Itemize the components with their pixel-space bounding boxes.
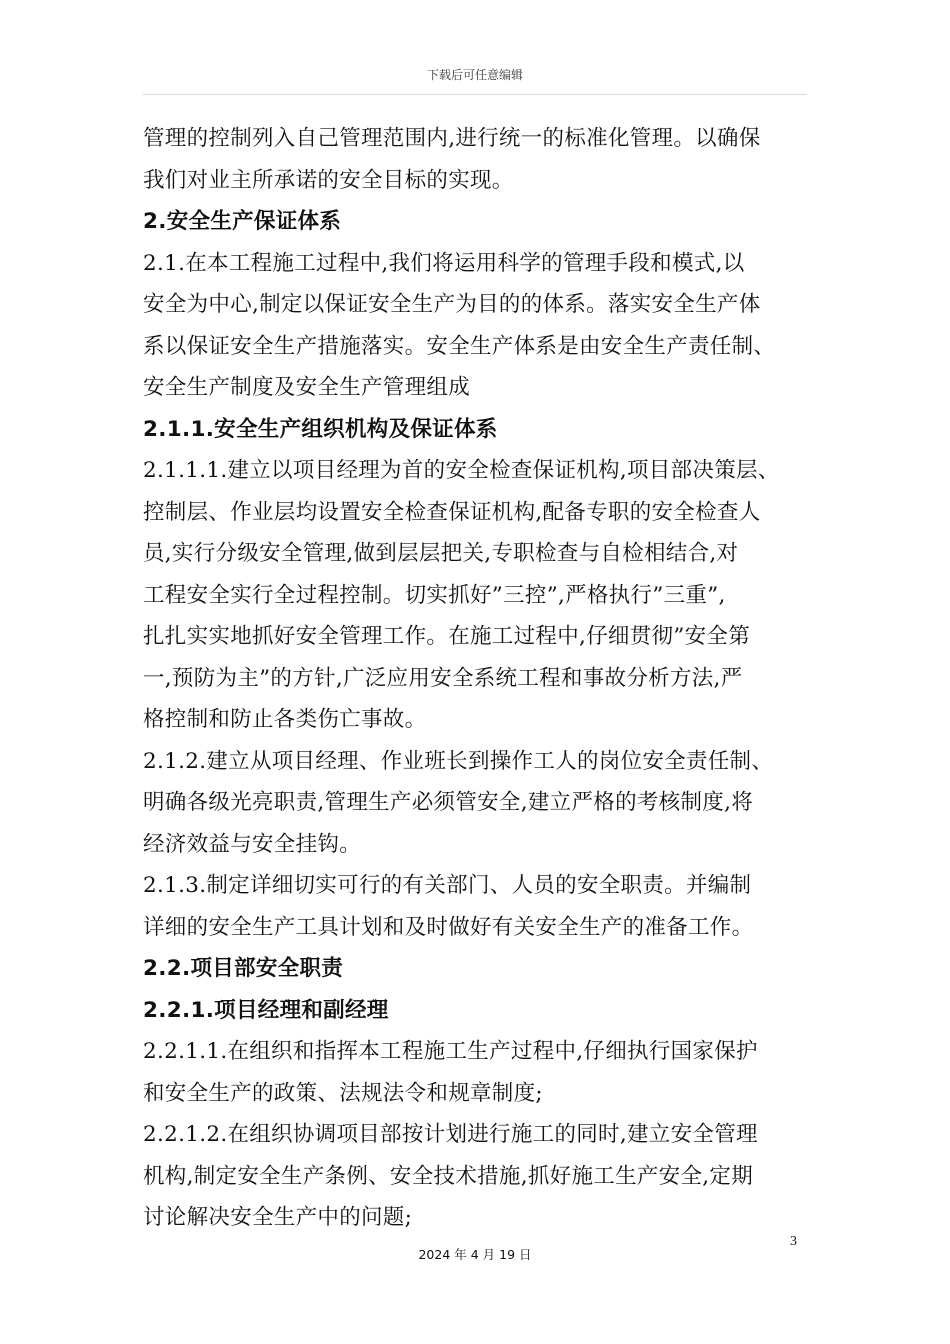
body-text-line: 机构,制定安全生产条例、安全技术措施,抓好施工生产安全,定期 <box>143 1163 754 1189</box>
body-text-line: 格控制和防止各类伤亡事故。 <box>143 707 427 732</box>
body-text-line: 控制层、作业层均设置安全检查保证机构,配备专职的安全检查人 <box>143 499 761 525</box>
body-text-line: 讨论解决安全生产中的问题; <box>143 1205 413 1230</box>
header-divider <box>143 94 807 95</box>
body-text-line: 2.1.在本工程施工过程中,我们将运用科学的管理手段和模式,以 <box>143 250 745 276</box>
body-text-line: 安全生产制度及安全生产管理组成 <box>143 375 471 400</box>
body-text-line: 一,预防为主”的方针,广泛应用安全系统工程和事故分析方法,严 <box>143 665 743 691</box>
body-text-line: 工程安全实行全过程控制。切实抓好”三控”,严格执行”三重”, <box>143 582 726 608</box>
body-text-line: 2.1.3.制定详细切实可行的有关部门、人员的安全职责。并编制 <box>143 873 752 898</box>
body-text-line: 安全为中心,制定以保证安全生产为目的的体系。落实安全生产体 <box>143 292 761 317</box>
section-heading-line: 2.安全生产保证体系 <box>143 209 342 234</box>
body-text-line: 详细的安全生产工具计划和及时做好有关安全生产的准备工作。 <box>143 914 754 940</box>
body-text-line: 2.2.1.1.在组织和指挥本工程施工生产过程中,仔细执行国家保护 <box>143 1039 758 1064</box>
body-text-line: 我们对业主所承诺的安全目标的实现。 <box>143 167 514 193</box>
body-text-line: 和安全生产的政策、法规法令和规章制度; <box>143 1080 543 1106</box>
body-text-line: 2.2.1.2.在组织协调项目部按计划进行施工的同时,建立安全管理 <box>143 1122 758 1147</box>
body-text-line: 2.1.2.建立从项目经理、作业班长到操作工人的岗位安全责任制、 <box>143 748 774 774</box>
page-header: 下载后可任意编辑 <box>426 68 523 82</box>
body-text-line: 扎扎实实地抓好安全管理工作。在施工过程中,仔细贯彻”安全第 <box>143 624 751 649</box>
section-heading-line: 2.2.1.项目经理和副经理 <box>143 997 389 1023</box>
page-number: 3 <box>790 1234 797 1249</box>
body-text-line: 2.1.1.1.建立以项目经理为首的安全检查保证机构,项目部决策层、 <box>143 458 780 483</box>
section-heading-line: 2.1.1.安全生产组织机构及保证体系 <box>143 416 498 442</box>
body-text-line: 系以保证安全生产措施落实。安全生产体系是由安全生产责任制、 <box>143 333 776 359</box>
body-text-line: 明确各级光亮职责,管理生产必须管安全,建立严格的考核制度,将 <box>143 790 754 815</box>
body-text-line: 管理的控制列入自己管理范围内,进行统一的标准化管理。以确保 <box>143 126 761 151</box>
document-body <box>143 118 811 1239</box>
section-heading-line: 2.2.项目部安全职责 <box>143 956 344 981</box>
body-text-line: 经济效益与安全挂钩。 <box>143 831 362 857</box>
body-text-line: 员,实行分级安全管理,做到层层把关,专职检查与自检相结合,对 <box>143 541 739 566</box>
page-footer-date: 2024 年 4 月 19 日 <box>418 1247 532 1262</box>
